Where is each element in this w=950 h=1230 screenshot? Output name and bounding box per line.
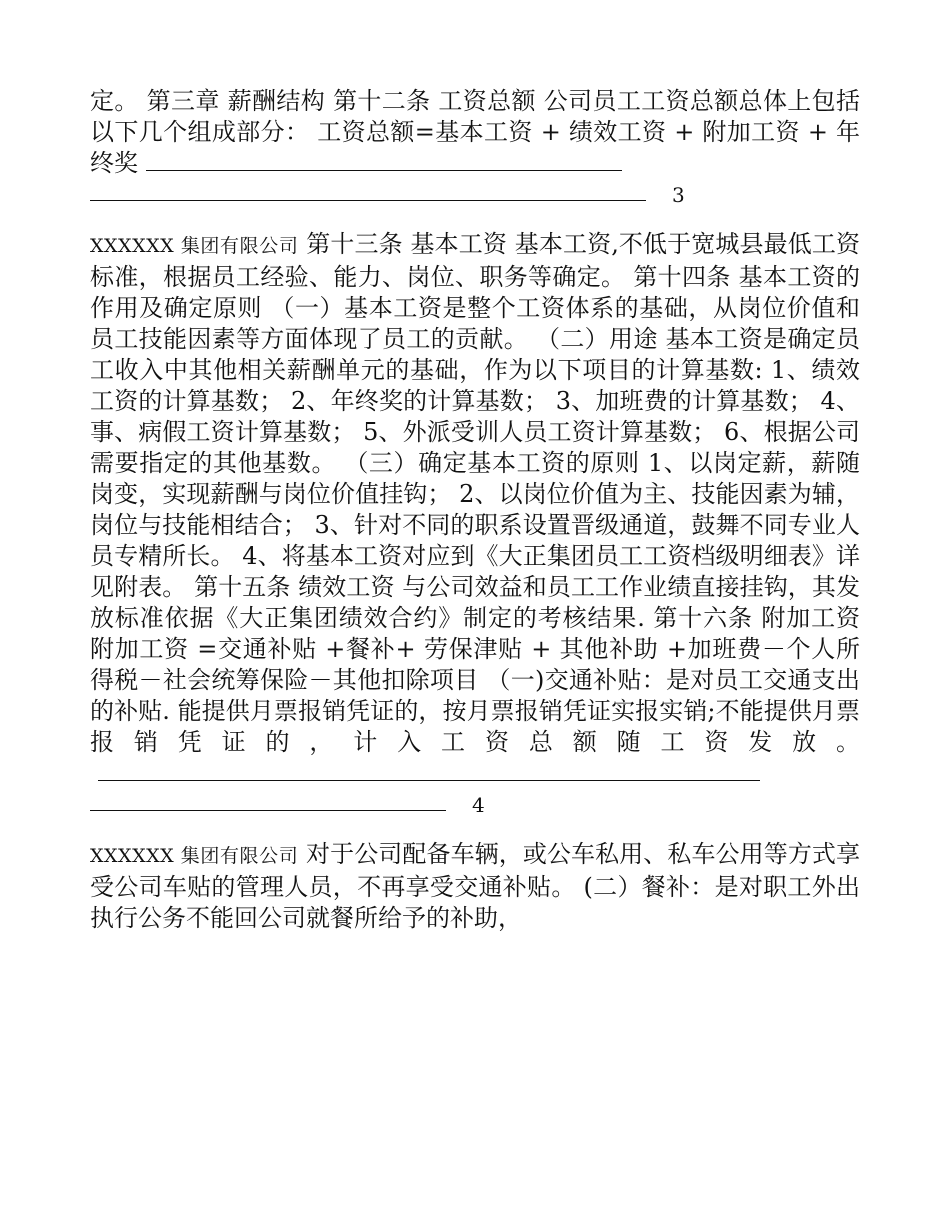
fill-underline — [98, 780, 760, 781]
company-name: XXXXXX 集团有限公司 — [90, 845, 299, 867]
paragraph-basic-salary — [90, 229, 860, 789]
paragraph-text: 定。 第三章 薪酬结构 第十二条 工资总额 公司员工工资总额总体上包括以下几个组成部分： 工资总额=基本工资 + 绩效工资 + 附加工资 + 年终奖 — [90, 87, 860, 177]
page-footer-4 — [90, 791, 860, 819]
page-number: 3 — [672, 183, 685, 207]
footer-underline — [90, 810, 446, 811]
paragraph-chapter-three — [90, 86, 860, 179]
footer-underline — [90, 200, 646, 201]
paragraph-transport-allowance — [90, 839, 860, 934]
document-page — [90, 86, 860, 934]
fill-underline — [146, 170, 622, 171]
company-name: XXXXXX 集团有限公司 — [90, 235, 299, 257]
page-number: 4 — [472, 793, 485, 817]
paragraph-text: 对于公司配备车辆，或公车私用、私车公用等方式享受公司车贴的管理人员，不再享受交通补贴。 (二）餐补：是对职工外出执行公务不能回公司就餐所给予的补助， — [90, 840, 860, 932]
paragraph-text: 第十三条 基本工资 基本工资,不低于宽城县最低工资标准，根据员工经验、能力、岗位、职务等确定。 第十四条 基本工资的作用及确定原则 （一）基本工资是整个工资体系的基础，从岗位价值和员工技能因素等方面体现了员工的贡献。 （二）用途 基本工资是确定员工收入中其他相关薪酬单元的基础，作为以下项目的计算基数: 1、绩效工资的计算基数； 2、年终奖的计算基数； 3、加班费的计算基数； 4、事、病假工资计算基数； 5、外派受训人员工资计算基数； 6、根据公司需要指定的其他基数。 （三）确定基本工资的原则 1、以岗定薪，薪随岗变，实现薪酬与岗位价值挂钩； 2、以岗位价值为主、技能因素为辅，岗位与技能相结合； 3、针对不同的职系设置晋级通道，鼓舞不同专业人员专精所长。 4、将基本工资对应到《大正集团员工工资档级明细表》详见附表。 第十五条 绩效工资 与公司效益和员工工作业绩直接挂钩，其发放标准依据《大正集团绩效合约》制定的考核结果. 第十六条 附加工资 附加工资 =交通补贴 +餐补+ 劳保津贴 + 其他补助 +加班费－个人所得税－社会统筹保险－其他扣除项目 （一)交通补贴：是对员工交通支出的补贴. 能提供月票报销凭证的，按月票报销凭证实报实销;不能提供月票报销凭证的，计入工资总额随工资发放。 — [90, 230, 860, 756]
page-footer-3 — [90, 181, 860, 209]
